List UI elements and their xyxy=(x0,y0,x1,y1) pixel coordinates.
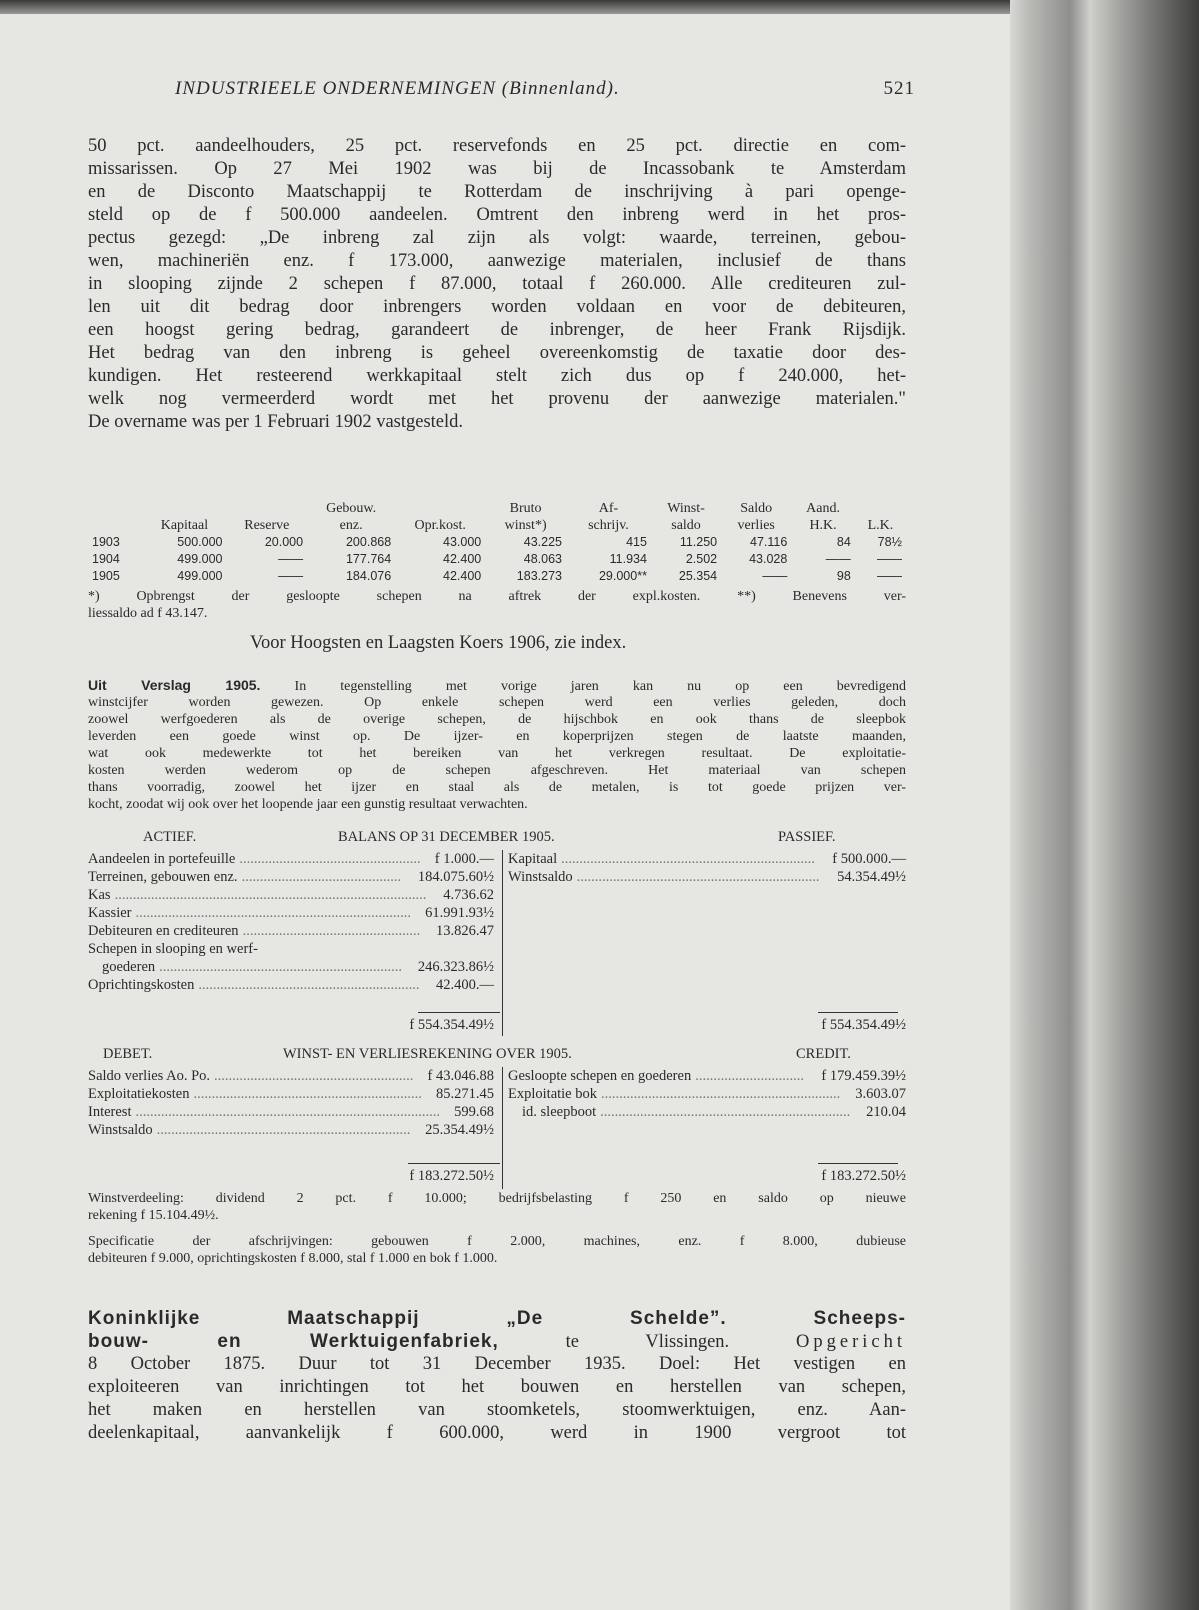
table-cell: 98 xyxy=(836,569,851,583)
book-binding-edge xyxy=(1010,0,1199,1610)
leader-dots: ................................................. xyxy=(242,923,421,939)
table-cell: 43.028 xyxy=(749,552,788,566)
table-cell: —— xyxy=(762,569,788,583)
text-line: De overname was per 1 Februari 1902 vastgesteld. xyxy=(88,412,464,432)
leader-dots: .................................................................................... xyxy=(135,1104,440,1120)
text-line: een hoogst gering bedrag, garandeert de inbrenger, de heer Frank Rijsdijk. xyxy=(88,320,906,340)
account-label: Winstsaldo xyxy=(508,869,573,885)
account-value: 42.400.— xyxy=(436,977,494,993)
table-cell: —— xyxy=(877,569,902,583)
text-line: Winstverdeeling: dividend 2 pct. f 10.000; bedrijfsbelasting f 250 en saldo op nieuwe xyxy=(88,1191,906,1206)
column-header: H.K. xyxy=(809,518,837,533)
text-line xyxy=(88,1330,906,1353)
verslag-text: thans voorradig, zoowel het ijzer en staal als de metalen, is tot goede prijzen ver- xyxy=(88,780,906,795)
column-header: Reserve xyxy=(244,518,290,533)
text-line xyxy=(88,745,906,762)
account-label: Oprichtingskosten xyxy=(88,977,195,993)
page-number: 521 xyxy=(883,78,915,99)
text-line: Specificatie der afschrijvingen: gebouwen f 2.000, machines, enz. f 8.000, dubieuse xyxy=(88,1234,906,1249)
text-line: welk nog vermeerderd wordt met het provenu der aanwezige materialen." xyxy=(88,389,906,409)
table-cell: 11.250 xyxy=(679,535,718,549)
leader-dots: ..................................................................... xyxy=(600,1104,851,1120)
account-label: Interest xyxy=(88,1104,132,1120)
text-line: wen, machineriën enz. f 173.000, aanwezige materialen, inclusief de thans xyxy=(88,251,906,271)
column-header: Bruto xyxy=(509,501,542,516)
table-cell: 43.225 xyxy=(523,535,562,549)
company-location: te Vlissingen. xyxy=(565,1332,730,1352)
account-value: 3.603.07 xyxy=(855,1086,906,1102)
table-cell: —— xyxy=(877,552,902,566)
leader-dots: ................................................................... xyxy=(576,869,820,885)
table-cell: 499.000 xyxy=(177,569,223,583)
table-cell: 42.400 xyxy=(443,552,482,566)
account-label: Schepen in slooping en werf- xyxy=(88,941,258,957)
table-cell: 183.273 xyxy=(516,569,562,583)
table-row xyxy=(88,568,906,585)
account-value: f 179.459.39½ xyxy=(821,1068,906,1084)
table-cell: 25.354 xyxy=(678,569,718,583)
column-header: Af- xyxy=(598,501,619,516)
text-line: kundigen. Het resteerend werkkapitaal stelt zich dus op f 240.000, het- xyxy=(88,366,906,386)
account-value: 54.354.49½ xyxy=(837,869,906,885)
column-header: saldo xyxy=(671,518,701,533)
column-header xyxy=(395,500,485,517)
verslag-section xyxy=(88,677,906,813)
text-line: in slooping zijnde 2 schepen f 87.000, totaal f 260.000. Alle crediteuren zul- xyxy=(88,274,906,294)
column-header: winst*) xyxy=(504,518,547,533)
table-cell: 47.116 xyxy=(750,535,788,549)
pl-total-left: f 183.272.50½ xyxy=(409,1168,494,1184)
table-header-row xyxy=(88,500,906,517)
schelde-entry xyxy=(88,1307,906,1445)
koers-note: Voor Hoogsten en Laagsten Koers 1906, zie index. xyxy=(250,633,627,653)
account-line xyxy=(88,922,494,940)
text-line: exploiteeren van inrichtingen tot het bouwen en herstellen van schepen, xyxy=(88,1377,906,1397)
header-title: INDUSTRIEELE ONDERNEMINGEN (Binnenland). xyxy=(175,78,620,99)
leader-dots: ...................................................................................... xyxy=(114,887,427,903)
leader-dots: ............................................ xyxy=(241,869,402,885)
column-header: Kapitaal xyxy=(160,518,209,533)
account-label: Debiteuren en crediteuren xyxy=(88,923,239,939)
account-value: 210.04 xyxy=(866,1104,906,1120)
pl-debet-heading: DEBET. xyxy=(103,1046,153,1062)
table-cell: 415 xyxy=(626,535,647,549)
opgericht-label: Opgericht xyxy=(796,1332,906,1352)
sum-rule xyxy=(408,1163,500,1164)
text-line: missarissen. Op 27 Mei 1902 was bij de Incassobank te Amsterdam xyxy=(88,159,906,179)
account-value: 61.991.93½ xyxy=(425,905,494,921)
verslag-text: kosten werden wederom op de schepen afgeschreven. Het materiaal van schepen xyxy=(88,763,906,778)
sum-rule xyxy=(818,1012,898,1013)
account-label: Aandeelen in portefeuille xyxy=(88,851,236,867)
balance-passief-heading: PASSIEF. xyxy=(778,829,836,845)
account-line xyxy=(88,1103,494,1121)
account-label: Kapitaal xyxy=(508,851,558,867)
account-value: 184.075.60½ xyxy=(417,869,494,885)
table-cell: 20.000 xyxy=(264,535,304,549)
pl-total-right: f 183.272.50½ xyxy=(821,1168,906,1184)
leader-dots: ................................................................... xyxy=(159,959,403,975)
text-line xyxy=(88,694,906,711)
leader-dots: ...................................................................... xyxy=(561,851,815,867)
column-header: Opr.kost. xyxy=(414,518,466,533)
table-cell: 43.000 xyxy=(443,535,482,549)
leader-dots: ....................................................... xyxy=(214,1068,414,1084)
table-cell: 84 xyxy=(836,535,851,549)
balance-sheet xyxy=(88,828,906,1038)
column-header: Aand. xyxy=(806,501,840,516)
column-header: Saldo xyxy=(740,501,773,516)
text-line xyxy=(88,728,906,745)
column-header: Winst- xyxy=(667,501,705,516)
account-line xyxy=(88,1085,494,1103)
table-cell: 499.000 xyxy=(177,552,223,566)
verslag-text: wat ook medewerkte tot het bereiken van het verkregen resultaat. De exploitatie- xyxy=(88,746,906,761)
column-header: verlies xyxy=(737,518,775,533)
table-cell: —— xyxy=(278,569,304,583)
sum-rule xyxy=(418,1012,500,1013)
account-label: Gesloopte schepen en goederen xyxy=(508,1068,692,1084)
results-table xyxy=(88,500,906,585)
table-cell: 200.868 xyxy=(345,535,392,549)
text-line: Het bedrag van den inbreng is geheel overeenkomstig de taxatie door des- xyxy=(88,343,906,363)
leader-dots: ...................................................................... xyxy=(156,1122,411,1138)
account-label: Kas xyxy=(88,887,111,903)
leader-dots: .................................................................. xyxy=(601,1086,841,1102)
account-line xyxy=(88,958,494,976)
account-line xyxy=(508,1085,906,1103)
leader-dots: .................................................. xyxy=(239,851,421,867)
leader-dots: ............................................................... xyxy=(193,1086,422,1102)
text-line: 50 pct. aandeelhouders, 25 pct. reservefonds en 25 pct. directie en com- xyxy=(88,136,906,156)
table-cell: 177.764 xyxy=(345,552,392,566)
verslag-text: winstcijfer worden gewezen. Op enkele schepen werd een verlies geleden, doch xyxy=(88,695,906,710)
balance-title: BALANS OP 31 DECEMBER 1905. xyxy=(338,829,555,845)
account-value: 85.271.45 xyxy=(436,1086,494,1102)
company-name: Koninklijke Maatschappij „De Schelde”. Scheeps- xyxy=(88,1308,906,1329)
table-header-row xyxy=(88,517,906,534)
balance-total-right: f 554.354.49½ xyxy=(821,1017,906,1033)
table-cell: 2.502 xyxy=(685,552,718,566)
text-line: liessaldo ad f 43.147. xyxy=(88,606,208,621)
account-value: f 500.000.— xyxy=(832,851,906,867)
verslag-text: In tegenstelling met vorige jaren kan nu op een bevredigend xyxy=(294,679,906,694)
column-divider xyxy=(502,1067,503,1189)
account-label: Winstsaldo xyxy=(88,1122,153,1138)
table-cell: 1903 xyxy=(92,535,120,549)
table-cell: 500.000 xyxy=(177,535,223,549)
account-label: Terreinen, gebouwen enz. xyxy=(88,869,238,885)
table-cell: —— xyxy=(825,552,851,566)
profit-loss-account xyxy=(88,1045,906,1195)
text-line: rekening f 15.104.49½. xyxy=(88,1208,219,1223)
account-value: 599.68 xyxy=(454,1104,494,1120)
account-value: 13.826.47 xyxy=(436,923,494,939)
table-row xyxy=(88,534,906,551)
balance-actief-heading: ACTIEF. xyxy=(143,829,197,845)
sum-rule xyxy=(818,1163,898,1164)
balance-total-left: f 554.354.49½ xyxy=(409,1017,494,1033)
account-line xyxy=(88,976,494,994)
column-header: L.K. xyxy=(867,518,894,533)
table-cell: 184.076 xyxy=(345,569,392,583)
account-label: Exploitatiekosten xyxy=(88,1086,190,1102)
verslag-text: kocht, zoodat wij ook over het loopende jaar een gunstig resultaat verwachten. xyxy=(88,797,528,812)
column-header xyxy=(88,500,142,517)
account-label: goederen xyxy=(102,959,156,975)
text-line xyxy=(88,762,906,779)
account-label: id. sleepboot xyxy=(522,1104,597,1120)
running-header xyxy=(175,78,915,100)
column-divider xyxy=(502,850,503,1036)
table-cell: 1905 xyxy=(92,569,120,583)
column-header xyxy=(142,500,226,517)
text-line: debiteuren f 9.000, oprichtingskosten f 8.000, stal f 1.000 en bok f 1.000. xyxy=(88,1251,498,1266)
text-line xyxy=(88,1307,906,1330)
verslag-text: zoowel werfgoederen als de overige schepen, de hijschbok en ook thans de sleepbok xyxy=(88,712,906,727)
account-line xyxy=(508,1067,906,1085)
pl-credit-heading: CREDIT. xyxy=(796,1046,851,1062)
company-name-cont: bouw- en Werktuigenfabriek, xyxy=(88,1331,499,1352)
text-line: *) Opbrengst der gesloopte schepen na aftrek der expl.kosten. **) Benevens ver- xyxy=(88,589,906,604)
leader-dots: .............................. xyxy=(695,1068,804,1084)
pl-title: WINST- EN VERLIESREKENING OVER 1905. xyxy=(283,1046,572,1062)
account-line xyxy=(508,868,906,886)
text-line xyxy=(88,677,906,694)
leader-dots: ............................................................. xyxy=(198,977,420,993)
column-header xyxy=(855,500,906,517)
account-value: 246.323.86½ xyxy=(417,959,494,975)
text-line: steld op de f 500.000 aandeelen. Omtrent den inbreng werd in het pros- xyxy=(88,205,906,225)
leader-dots: ............................................................................ xyxy=(135,905,411,921)
table-cell: 1904 xyxy=(92,552,120,566)
account-line xyxy=(88,886,494,904)
account-line xyxy=(88,1067,494,1085)
specificatie xyxy=(88,1233,906,1267)
account-value: f 43.046.88 xyxy=(427,1068,494,1084)
column-header: Gebouw. xyxy=(326,501,377,516)
intro-paragraph xyxy=(88,135,906,434)
account-value: 4.736.62 xyxy=(443,887,494,903)
table-row xyxy=(88,551,906,568)
account-line xyxy=(88,904,494,922)
text-line: het maken en herstellen van stoomketels, stoomwerktuigen, enz. Aan- xyxy=(88,1400,906,1420)
table-footnote xyxy=(88,588,906,622)
table-cell: 48.063 xyxy=(523,552,562,566)
account-label: Saldo verlies Ao. Po. xyxy=(88,1068,211,1084)
text-line xyxy=(88,711,906,728)
text-line xyxy=(88,796,906,813)
column-header xyxy=(226,500,307,517)
table-cell: 11.934 xyxy=(609,552,647,566)
table-cell: 78½ xyxy=(877,535,902,549)
text-line: 8 October 1875. Duur tot 31 December 1935. Doel: Het vestigen en xyxy=(88,1354,906,1374)
column-header xyxy=(88,517,142,534)
column-header: schrijv. xyxy=(588,518,629,533)
text-line: deelenkapitaal, aanvankelijk f 600.000, werd in 1900 vergroot tot xyxy=(88,1423,906,1443)
account-label: Exploitatie bok xyxy=(508,1086,597,1102)
winstverdeeling xyxy=(88,1190,906,1224)
text-line: len uit dit bedrag door inbrengers worden voldaan en voor de debiteuren, xyxy=(88,297,906,317)
account-value: 25.354.49½ xyxy=(425,1122,494,1138)
text-line: en de Disconto Maatschappij te Rotterdam de inschrijving à pari openge- xyxy=(88,182,906,202)
account-line xyxy=(88,850,494,868)
column-header: enz. xyxy=(339,518,363,533)
verslag-text: leverden een goede winst op. De ijzer- en koperprijzen stegen de laatste maanden, xyxy=(88,729,906,744)
table-cell: 42.400 xyxy=(443,569,482,583)
text-line xyxy=(88,779,906,796)
account-value: f 1.000.— xyxy=(434,851,494,867)
account-line xyxy=(88,868,494,886)
table-cell: 29.000** xyxy=(598,569,647,583)
account-line xyxy=(88,940,494,958)
account-label: Kassier xyxy=(88,905,132,921)
account-line xyxy=(508,1103,906,1121)
account-line xyxy=(508,850,906,868)
table-cell: —— xyxy=(278,552,304,566)
text-line: pectus gezegd: „De inbreng zal zijn als volgt: waarde, terreinen, gebou- xyxy=(88,228,906,248)
verslag-label: Uit Verslag 1905. xyxy=(88,677,261,693)
account-line xyxy=(88,1121,494,1139)
